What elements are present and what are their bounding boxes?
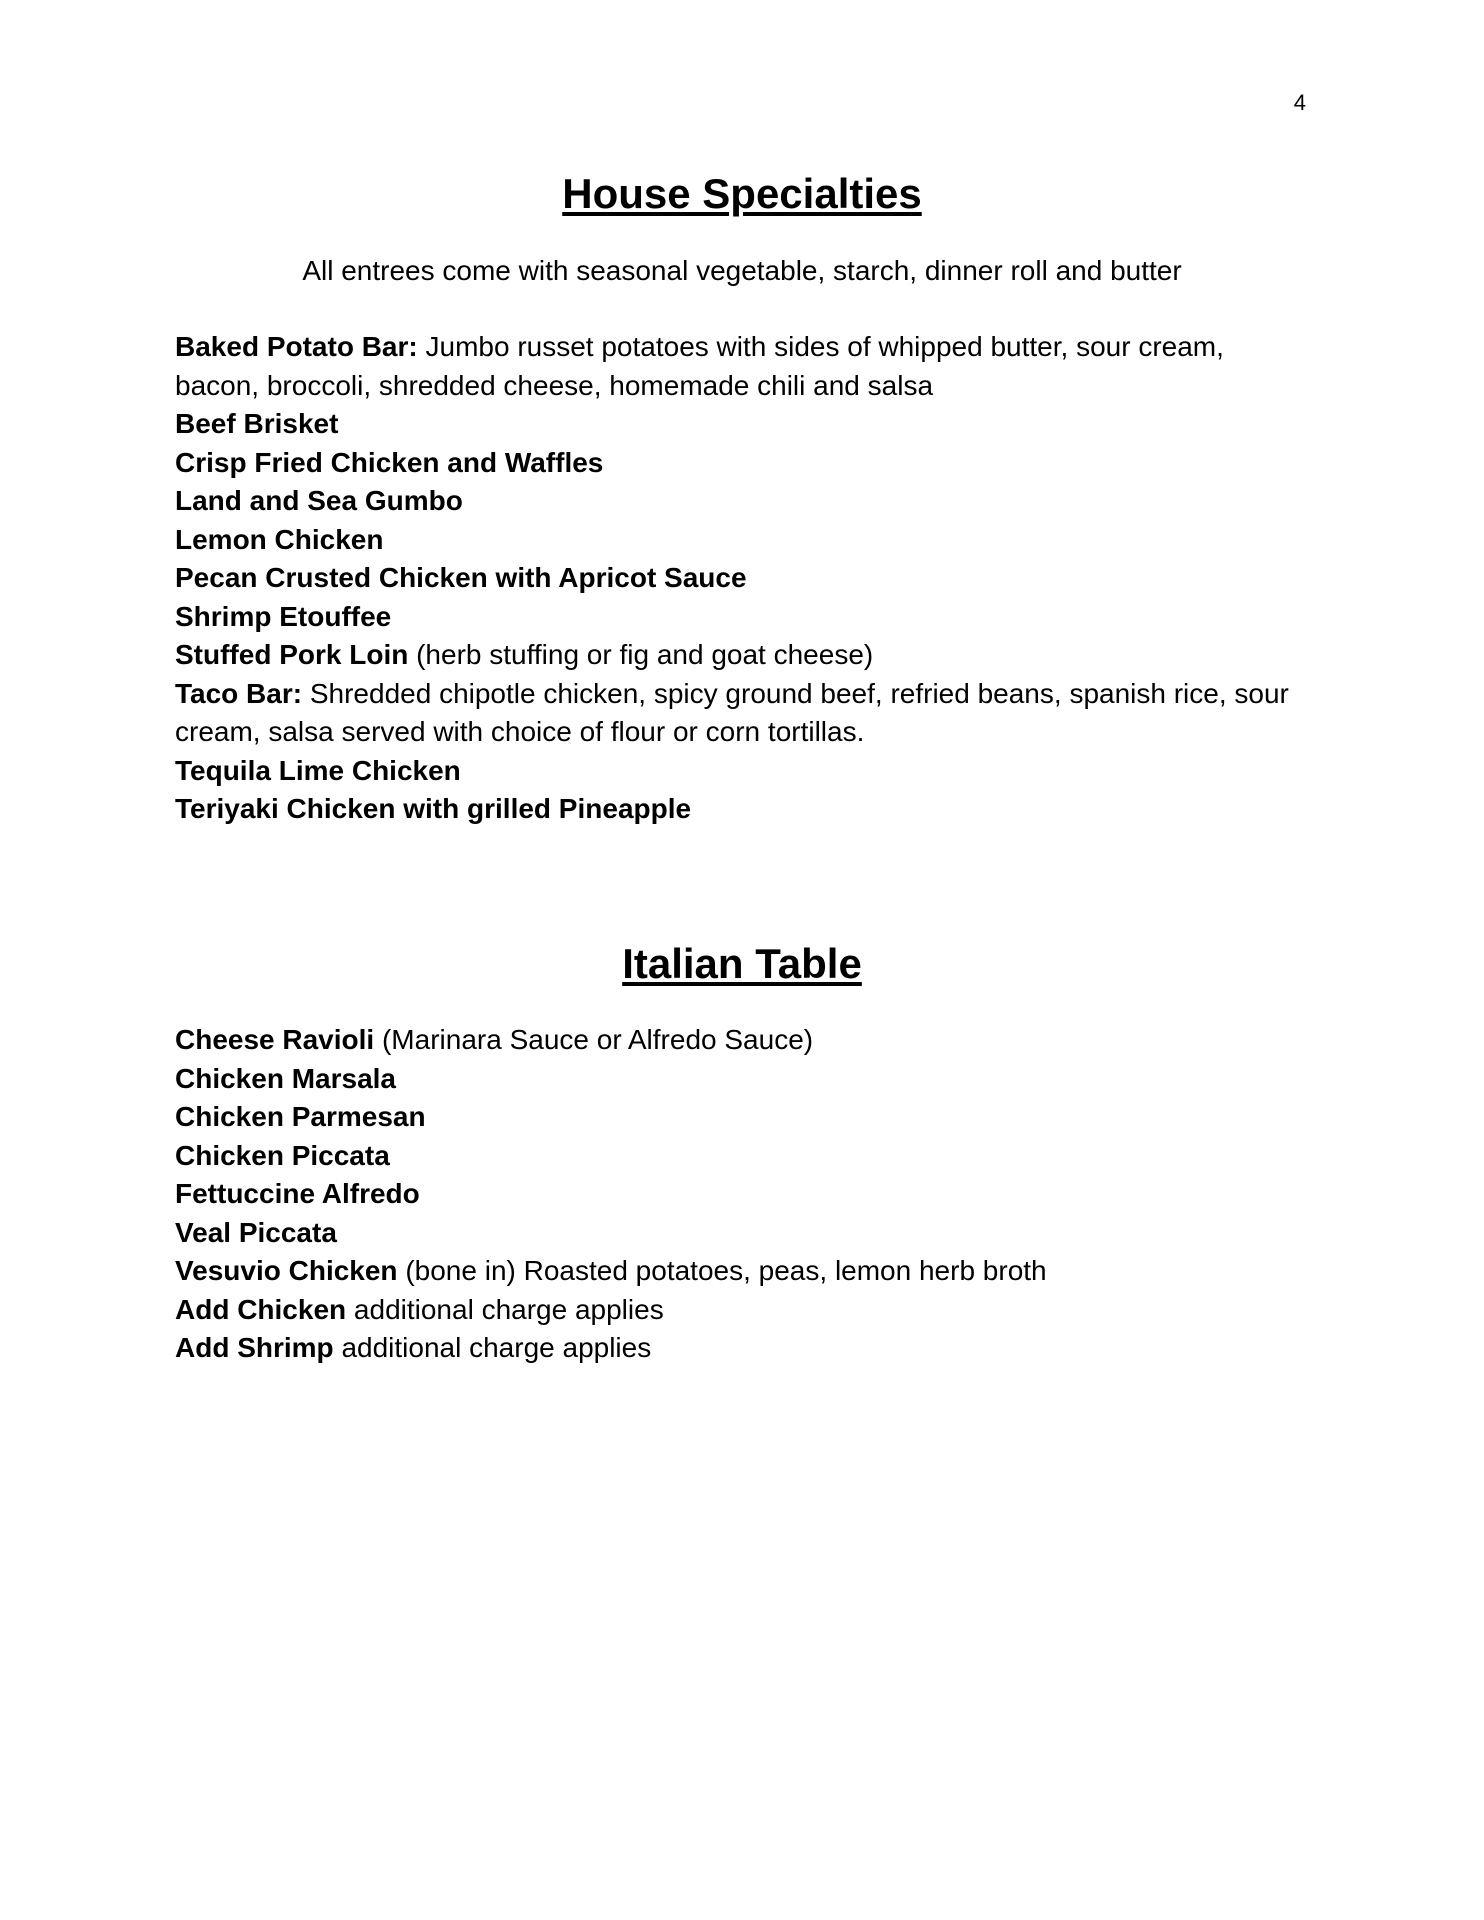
menu-item-description: Jumbo russet potatoes with sides of whipped butter, sour cream, bacon, broccoli, shredded cheese, homemade chili and salsa	[175, 331, 1232, 401]
menu-item-name: Beef Brisket	[175, 408, 339, 439]
menu-item-description: additional charge applies	[346, 1293, 664, 1325]
menu-item-name: Lemon Chicken	[175, 523, 384, 555]
menu-item	[175, 405, 1309, 444]
menu-item-name: Baked Potato Bar:	[175, 331, 418, 362]
menu-item	[175, 521, 1309, 560]
menu-item-name: Add Chicken	[175, 1293, 347, 1325]
menu-item	[175, 1021, 1309, 1060]
menu-item-name: Shrimp Etouffee	[175, 600, 392, 632]
menu-item-description: (bone in) Roasted potatoes, peas, lemon herb broth	[397, 1255, 1047, 1286]
menu-item-name: Add Shrimp	[175, 1332, 334, 1363]
menu-item	[175, 1291, 1309, 1330]
menu-item	[175, 598, 1309, 637]
menu-item-name: Taco Bar:	[175, 677, 303, 709]
house-specialties-list	[175, 328, 1309, 829]
menu-item-name: Stuffed Pork Loin	[175, 639, 409, 670]
italian-table-list	[175, 1021, 1309, 1368]
menu-item-name: Chicken Piccata	[175, 1139, 390, 1171]
menu-item-name: Veal Piccata	[175, 1216, 337, 1248]
italian-table-section	[175, 939, 1309, 1368]
menu-item	[175, 1252, 1309, 1291]
menu-item	[175, 1098, 1309, 1137]
menu-item	[175, 790, 1309, 829]
menu-item-name: Crisp Fried Chicken and Waffles	[175, 446, 604, 478]
menu-item	[175, 1214, 1309, 1253]
menu-item-description: additional charge applies	[333, 1332, 652, 1363]
section-title-italian-table: Italian Table	[622, 939, 862, 987]
menu-item-name: Pecan Crusted Chicken with Apricot Sauce	[175, 562, 747, 593]
section-title-house-specialties: House Specialties	[562, 170, 922, 217]
menu-content	[175, 170, 1309, 1368]
menu-item-name: Vesuvio Chicken	[175, 1255, 398, 1286]
menu-item	[175, 1175, 1309, 1214]
menu-item	[175, 328, 1309, 405]
page-number: 4	[1293, 90, 1306, 115]
menu-item	[175, 636, 1309, 675]
house-specialties-section	[175, 170, 1309, 829]
menu-item	[175, 1137, 1309, 1176]
menu-item-name: Cheese Ravioli	[175, 1024, 375, 1055]
menu-item-description: (herb stuffing or fig and goat cheese)	[408, 639, 874, 670]
menu-item	[175, 675, 1309, 752]
menu-item	[175, 1060, 1309, 1099]
menu-item-name: Chicken Parmesan	[175, 1101, 426, 1132]
menu-item	[175, 482, 1309, 521]
menu-item-description: Shredded chipotle chicken, spicy ground beef, refried beans, spanish rice, sour cream, salsa served with choice of flour or corn tortillas.	[175, 677, 1297, 747]
menu-item-name: Tequila Lime Chicken	[175, 754, 461, 786]
menu-item-description: (Marinara Sauce or Alfredo Sauce)	[374, 1024, 814, 1055]
menu-item-name: Land and Sea Gumbo	[175, 485, 463, 516]
menu-item	[175, 444, 1309, 483]
menu-item	[175, 1329, 1309, 1368]
menu-item-name: Teriyaki Chicken with grilled Pineapple	[175, 793, 692, 824]
menu-item-name: Chicken Marsala	[175, 1062, 396, 1094]
menu-item	[175, 752, 1309, 791]
house-specialties-note: All entrees come with seasonal vegetable, starch, dinner roll and butter	[302, 254, 1182, 286]
menu-item-name: Fettuccine Alfredo	[175, 1178, 420, 1209]
menu-item	[175, 559, 1309, 598]
